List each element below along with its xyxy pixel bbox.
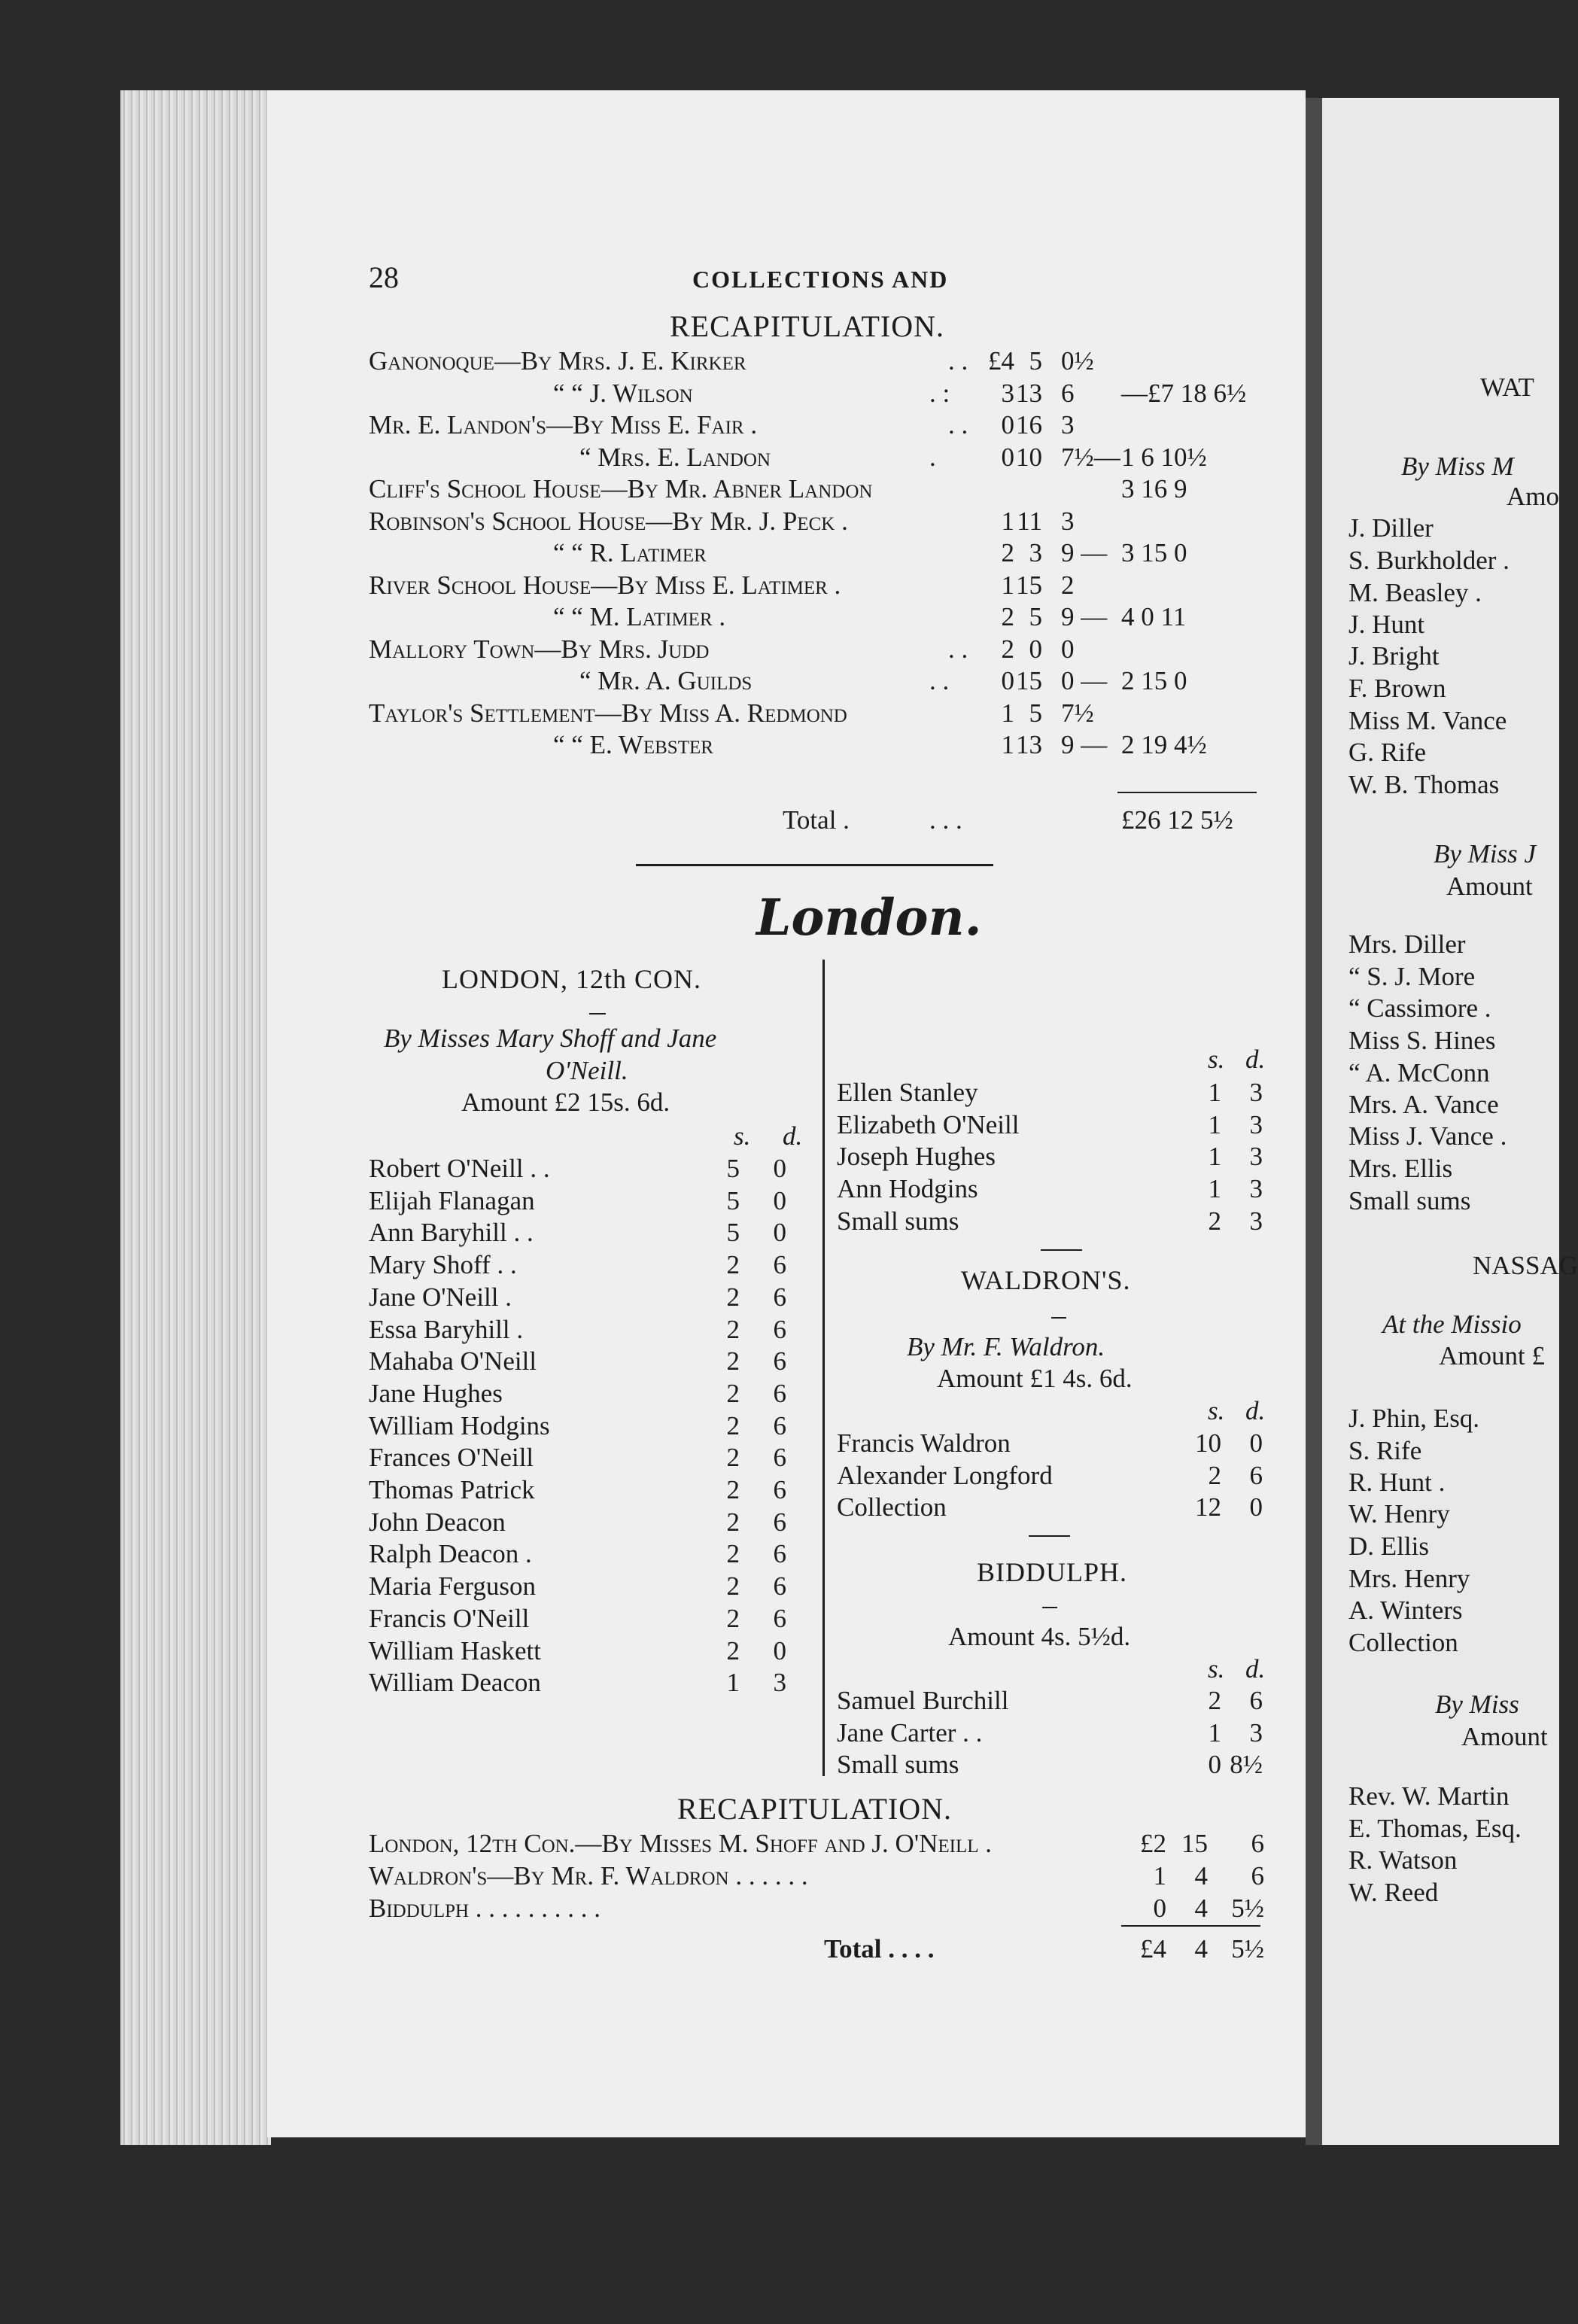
- subscriber-shillings: 2: [726, 1443, 740, 1473]
- recap-row-label: River School House—By Miss E. Latimer .: [369, 570, 841, 600]
- facing-page-line: J. Hunt: [1348, 610, 1425, 639]
- subscriber-name: Robert O'Neill . .: [369, 1154, 550, 1183]
- subscriber-name: William Deacon: [369, 1668, 541, 1698]
- recap-row-dots: .: [929, 442, 936, 472]
- total-pence: 5½: [1231, 1934, 1264, 1964]
- subscriber-shillings: 2: [1208, 1686, 1221, 1715]
- recap2-row-label: Biddulph . . . . . . . . . .: [369, 1894, 601, 1923]
- recap-row-pounds: 0: [1001, 666, 1014, 695]
- total-pounds: £4: [1140, 1934, 1166, 1964]
- biddulph-title: BIDDULPH.: [977, 1557, 1128, 1587]
- recap-row-label: “ Mrs. E. Landon: [579, 442, 771, 472]
- subscriber-shillings: 5: [726, 1218, 740, 1248]
- subscriber-shillings: 1: [1208, 1174, 1221, 1204]
- subscriber-name: Ralph Deacon .: [369, 1539, 532, 1569]
- recap-row-pence: 6: [1061, 378, 1075, 408]
- subscriber-name: Jane O'Neill .: [369, 1282, 512, 1312]
- subscriber-name: John Deacon: [369, 1507, 506, 1537]
- recapitulation-heading: RECAPITULATION.: [670, 309, 944, 343]
- subscriber-name: Francis O'Neill: [369, 1603, 530, 1633]
- subscriber-shillings: 2: [726, 1314, 740, 1344]
- total-label-2: Total . . . .: [824, 1934, 935, 1964]
- total-value: £26 12 5½: [1121, 805, 1233, 835]
- facing-page-line: NASSAG: [1473, 1251, 1578, 1280]
- recap2-row-shillings: 4: [1194, 1894, 1208, 1923]
- recap-row-pence: 9 —: [1061, 602, 1108, 631]
- subscriber-name: Ann Baryhill . .: [369, 1218, 534, 1248]
- subscriber-pence: 6: [773, 1410, 786, 1440]
- recap-row-label: Taylor's Settlement—By Miss A. Redmond: [369, 698, 847, 728]
- recap-row-shillings: 15: [1016, 570, 1042, 600]
- facing-page-line: “ A. McConn: [1348, 1058, 1490, 1087]
- facing-page-line: J. Phin, Esq.: [1348, 1404, 1480, 1433]
- book-page-edges: [120, 90, 271, 2145]
- subscriber-pence: 6: [773, 1571, 786, 1602]
- recap2-row-pounds: 1: [1153, 1861, 1166, 1891]
- facing-page-line: Small sums: [1348, 1186, 1471, 1215]
- subscriber-pence: 0: [1249, 1492, 1263, 1522]
- facing-page-line: “ Cassimore .: [1348, 993, 1491, 1023]
- facing-page-line: W. Henry: [1348, 1499, 1450, 1529]
- section-rule: [636, 864, 993, 866]
- shillings-header-right: s.: [1208, 1045, 1225, 1074]
- subscriber-name: Jane Carter . .: [837, 1717, 983, 1748]
- facing-page-line: G. Rife: [1348, 738, 1427, 767]
- facing-page-line: D. Ellis: [1348, 1532, 1429, 1561]
- subscriber-name: William Haskett: [369, 1635, 541, 1665]
- recap-row-pence: 0½: [1061, 346, 1094, 376]
- subscriber-shillings: 12: [1195, 1492, 1221, 1522]
- recap-row-pence: 9 —: [1061, 730, 1108, 759]
- subscriber-pence: 6: [773, 1443, 786, 1473]
- recap-row-shillings: 3: [1029, 538, 1042, 567]
- recap-row-pounds: 2: [1001, 602, 1014, 631]
- subscriber-name: Elijah Flanagan: [369, 1185, 535, 1215]
- recap-row-pounds: 2: [1001, 634, 1014, 664]
- recap-row-pounds: 2: [1001, 538, 1014, 567]
- recap-row-label: “ “ R. Latimer: [553, 538, 707, 567]
- recap-row-shillings: 5: [1029, 602, 1042, 631]
- left-page: [267, 90, 1306, 2137]
- subscriber-shillings: 1: [1208, 1078, 1221, 1107]
- subscriber-pence: 6: [773, 1539, 786, 1569]
- recap-row-label: Ganonoque—By Mrs. J. E. Kirker: [369, 346, 746, 376]
- recap-row-total: 3 16 9: [1121, 474, 1187, 503]
- shillings-header: s.: [734, 1121, 751, 1151]
- facing-page-line: Amount: [1461, 1722, 1548, 1751]
- recap-row-pence: 9 —: [1061, 538, 1108, 567]
- subscriber-shillings: 2: [1208, 1206, 1221, 1236]
- subscriber-shillings: 2: [726, 1410, 740, 1440]
- recap-row-total: 3 15 0: [1121, 538, 1187, 567]
- subscriber-name: Joseph Hughes: [837, 1142, 996, 1172]
- subscriber-shillings: 5: [726, 1154, 740, 1183]
- pence-header-right: d.: [1245, 1045, 1266, 1074]
- recap-row-pence: 3: [1061, 506, 1075, 536]
- subscriber-shillings: 1: [726, 1668, 740, 1698]
- subscriber-pence: 8½: [1230, 1750, 1263, 1780]
- recap2-row-shillings: 4: [1194, 1861, 1208, 1891]
- subscriber-name: Thomas Patrick: [369, 1475, 535, 1504]
- subscriber-pence: 6: [1249, 1460, 1263, 1490]
- facing-page-line: Mrs. Henry: [1348, 1564, 1470, 1593]
- subscriber-pence: 0: [1249, 1428, 1263, 1458]
- recap-row-shillings: 13: [1016, 378, 1042, 408]
- facing-page-line: R. Watson: [1348, 1845, 1458, 1875]
- subscriber-name: Jane Hughes: [369, 1378, 503, 1408]
- recap2-row-pounds: 0: [1153, 1894, 1166, 1923]
- facing-page-line: J. Bright: [1348, 641, 1440, 671]
- subscriber-shillings: 2: [726, 1282, 740, 1312]
- subscriber-shillings: 2: [726, 1603, 740, 1633]
- subscriber-pence: 3: [1249, 1717, 1263, 1748]
- subscriber-shillings: 5: [726, 1185, 740, 1215]
- book-spine: [1306, 98, 1322, 2145]
- recap-row-dots: . .: [929, 666, 950, 695]
- facing-page-line: E. Thomas, Esq.: [1348, 1814, 1522, 1843]
- waldron-collector: By Mr. F. Waldron.: [907, 1332, 1105, 1361]
- recap-row-pounds: 1: [1001, 698, 1014, 728]
- subscriber-name: Maria Ferguson: [369, 1571, 536, 1602]
- subscriber-name: Frances O'Neill: [369, 1443, 534, 1473]
- subscriber-pence: 6: [773, 1250, 786, 1280]
- recap-row-shillings: 15: [1016, 666, 1042, 695]
- recap-row-pence: 0: [1061, 634, 1075, 664]
- facing-page-line: R. Hunt .: [1348, 1468, 1446, 1497]
- facing-page-line: W. B. Thomas: [1348, 770, 1500, 799]
- subscriber-shillings: 2: [726, 1635, 740, 1665]
- subscriber-shillings: 1: [1208, 1109, 1221, 1139]
- shillings-header-waldron: s.: [1208, 1396, 1225, 1425]
- recap-row-shillings: 0: [1029, 634, 1042, 664]
- recap-row-label: Robinson's School House—By Mr. J. Peck .: [369, 506, 848, 536]
- subscriber-name: Mary Shoff . .: [369, 1250, 517, 1280]
- subscriber-shillings: 1: [1208, 1717, 1221, 1748]
- recap-row-shillings: 10: [1016, 442, 1042, 472]
- shillings-header-biddulph: s.: [1208, 1654, 1225, 1684]
- subscriber-shillings: 2: [726, 1250, 740, 1280]
- running-head: COLLECTIONS AND: [692, 266, 949, 293]
- recap-row-total: —£7 18 6½: [1121, 378, 1247, 408]
- facing-page-line: By Miss: [1435, 1690, 1519, 1719]
- subscriber-name: Small sums: [837, 1206, 959, 1236]
- waldrons-title: WALDRON'S.: [961, 1265, 1131, 1295]
- subscriber-shillings: 2: [726, 1378, 740, 1408]
- recap-row-shillings: 16: [1016, 410, 1042, 440]
- subscriber-pence: 3: [1249, 1142, 1263, 1172]
- recap-row-shillings: 5: [1029, 698, 1042, 728]
- subscriber-pence: 0: [773, 1635, 786, 1665]
- subscriber-pence: 6: [773, 1282, 786, 1312]
- recap-row-pence: 3: [1061, 410, 1075, 440]
- facing-page-line: Amount: [1446, 872, 1533, 901]
- london-12th-con-title: LONDON, 12th CON.: [442, 964, 701, 994]
- subscriber-pence: 6: [773, 1603, 786, 1633]
- recap-row-label: “ “ M. Latimer .: [553, 602, 726, 631]
- facing-page-line: WAT: [1480, 373, 1534, 402]
- subscriber-shillings: 2: [726, 1571, 740, 1602]
- subscriber-shillings: 2: [726, 1346, 740, 1376]
- subscriber-pence: 0: [773, 1154, 786, 1183]
- recap-row-pence: 7½—: [1061, 442, 1120, 472]
- recap-row-pence: 0 —: [1061, 666, 1108, 695]
- subscriber-name: Alexander Longford: [837, 1460, 1053, 1490]
- short-rule: [1051, 1317, 1066, 1319]
- recap2-row-pence: 6: [1251, 1861, 1264, 1891]
- recap-row-pounds: £4: [988, 346, 1014, 376]
- recap-row-pounds: 1: [1001, 730, 1014, 759]
- facing-page-line: S. Rife: [1348, 1436, 1422, 1465]
- recap-row-dots: . .: [948, 346, 968, 376]
- recap-row-total: 4 0 11: [1121, 602, 1187, 631]
- recapitulation-heading-2: RECAPITULATION.: [677, 1792, 952, 1826]
- recap2-row-label: Waldron's—By Mr. F. Waldron . . . . . .: [369, 1861, 808, 1891]
- london-heading: London.: [756, 888, 982, 947]
- recap-row-label: Cliff's School House—By Mr. Abner Landon: [369, 474, 873, 503]
- recap-row-label: Mr. E. Landon's—By Miss E. Fair .: [369, 410, 758, 440]
- pence-header: d.: [783, 1121, 803, 1151]
- subscriber-pence: 3: [1249, 1206, 1263, 1236]
- recap2-row-pounds: £2: [1140, 1829, 1166, 1858]
- waldron-amount: Amount £1 4s. 6d.: [937, 1364, 1133, 1393]
- collector-line: By Misses Mary Shoff and Jane: [384, 1024, 717, 1053]
- facing-page-line: Mrs. A. Vance: [1348, 1090, 1499, 1119]
- recap-row-pounds: 3: [1001, 378, 1014, 408]
- total-label: Total .: [783, 805, 850, 835]
- recap-row-pounds: 0: [1001, 442, 1014, 472]
- recap-row-label: “ “ J. Wilson: [553, 378, 693, 408]
- facing-page-line: S. Burkholder .: [1348, 546, 1510, 575]
- total-rule: [1117, 792, 1257, 793]
- subscriber-pence: 6: [773, 1475, 786, 1504]
- subscriber-name: Samuel Burchill: [837, 1686, 1009, 1715]
- subscriber-name: Small sums: [837, 1750, 959, 1780]
- recap-row-shillings: 13: [1016, 730, 1042, 759]
- subscriber-name: William Hodgins: [369, 1410, 550, 1440]
- facing-page-line: Miss J. Vance .: [1348, 1121, 1507, 1151]
- subscriber-pence: 6: [773, 1507, 786, 1537]
- recap-row-pounds: 1: [1001, 506, 1014, 536]
- total-shillings: 4: [1194, 1934, 1208, 1964]
- facing-page-line: M. Beasley .: [1348, 578, 1482, 607]
- collector-line-2: O'Neill.: [546, 1056, 628, 1085]
- pence-header-biddulph: d.: [1245, 1654, 1266, 1684]
- short-rule: [1042, 1607, 1057, 1608]
- total-rule-2: [1121, 1925, 1260, 1927]
- subscriber-name: Mahaba O'Neill: [369, 1346, 537, 1376]
- subscriber-pence: 3: [1249, 1174, 1263, 1204]
- recap-row-pence: 2: [1061, 570, 1075, 600]
- facing-page-line: At the Missio: [1382, 1310, 1522, 1339]
- total-dots: . . .: [929, 805, 962, 835]
- subscriber-name: Essa Baryhill .: [369, 1314, 524, 1344]
- subscriber-shillings: 10: [1195, 1428, 1221, 1458]
- facing-page-line: “ S. J. More: [1348, 962, 1476, 991]
- recap-row-pounds: 1: [1001, 570, 1014, 600]
- recap-row-shillings: 5: [1029, 346, 1042, 376]
- amount-line: Amount £2 15s. 6d.: [461, 1087, 670, 1117]
- subscriber-shillings: 2: [1208, 1460, 1221, 1490]
- facing-page-line: Miss S. Hines: [1348, 1026, 1496, 1055]
- facing-page-line: Amo: [1507, 482, 1559, 511]
- subscriber-shillings: 2: [726, 1507, 740, 1537]
- recap2-row-pence: 6: [1251, 1829, 1264, 1858]
- subscriber-pence: 6: [773, 1378, 786, 1408]
- subscriber-pence: 0: [773, 1185, 786, 1215]
- subscriber-name: Francis Waldron: [837, 1428, 1011, 1458]
- facing-page-line: By Miss J: [1434, 839, 1537, 868]
- subscriber-shillings: 1: [1208, 1142, 1221, 1172]
- subscriber-name: Ann Hodgins: [837, 1174, 978, 1204]
- recap-row-dots: . :: [929, 378, 950, 408]
- pence-header-waldron: d.: [1245, 1396, 1266, 1425]
- subscriber-shillings: 2: [726, 1475, 740, 1504]
- facing-page: [1322, 98, 1578, 2145]
- subscriber-pence: 6: [773, 1314, 786, 1344]
- facing-page-line: F. Brown: [1348, 674, 1446, 703]
- subscriber-name: Collection: [837, 1492, 947, 1522]
- subscriber-pence: 3: [1249, 1078, 1263, 1107]
- biddulph-amount: Amount 4s. 5½d.: [948, 1622, 1131, 1651]
- recap-row-dots: . .: [948, 634, 968, 664]
- facing-page-line: Collection: [1348, 1628, 1458, 1657]
- facing-page-line: Amount £: [1439, 1341, 1545, 1370]
- facing-page-line: Miss M. Vance: [1348, 706, 1507, 735]
- subscriber-pence: 0: [773, 1218, 786, 1248]
- subscriber-name: Elizabeth O'Neill: [837, 1109, 1020, 1139]
- facing-page-line: Rev. W. Martin: [1348, 1781, 1510, 1811]
- facing-page-line: W. Reed: [1348, 1878, 1439, 1907]
- subscriber-shillings: 2: [726, 1539, 740, 1569]
- recap-row-pounds: 0: [1001, 410, 1014, 440]
- page-number: 28: [369, 260, 399, 294]
- short-rule: [589, 1013, 606, 1014]
- recap-row-pence: 7½: [1061, 698, 1094, 728]
- facing-page-line: Mrs. Diller: [1348, 929, 1466, 959]
- recap-row-label: “ “ E. Webster: [553, 730, 713, 759]
- recap-row-total: 1 6 10½: [1121, 442, 1207, 472]
- facing-page-line: By Miss M: [1401, 452, 1514, 481]
- recap2-row-label: London, 12th Con.—By Misses M. Shoff and J. O'Neill .: [369, 1829, 993, 1858]
- facing-page-line: Mrs. Ellis: [1348, 1154, 1453, 1183]
- subscriber-pence: 3: [773, 1668, 786, 1698]
- short-rule: [1041, 1249, 1082, 1251]
- facing-page-line: A. Winters: [1348, 1595, 1463, 1625]
- recap-row-total: 2 19 4½: [1121, 730, 1207, 759]
- recap-row-label: “ Mr. A. Guilds: [579, 666, 753, 695]
- recap-row-dots: . .: [948, 410, 968, 440]
- recap2-row-shillings: 15: [1181, 1829, 1208, 1858]
- recap-row-shillings: 11: [1017, 506, 1042, 536]
- facing-page-line: J. Diller: [1348, 513, 1434, 543]
- subscriber-pence: 3: [1249, 1109, 1263, 1139]
- recap-row-label: Mallory Town—By Mrs. Judd: [369, 634, 710, 664]
- recap-row-total: 2 15 0: [1121, 666, 1187, 695]
- subscriber-pence: 6: [773, 1346, 786, 1376]
- column-divider: [822, 960, 825, 1776]
- subscriber-shillings: 0: [1208, 1750, 1221, 1780]
- recap2-row-pence: 5½: [1231, 1894, 1264, 1923]
- subscriber-pence: 6: [1249, 1686, 1263, 1715]
- short-rule: [1029, 1535, 1070, 1537]
- subscriber-name: Ellen Stanley: [837, 1078, 978, 1107]
